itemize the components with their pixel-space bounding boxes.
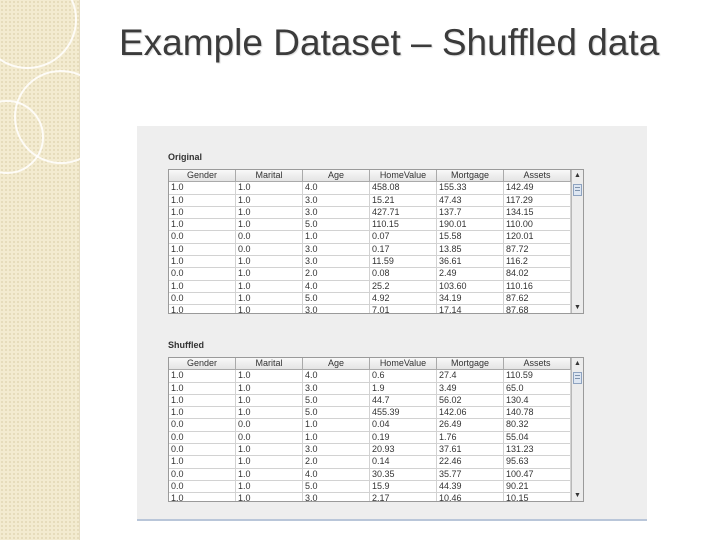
table-cell[interactable]: 2.49 bbox=[437, 268, 504, 280]
table-cell[interactable]: 3.0 bbox=[303, 207, 370, 219]
original-table-grid bbox=[169, 170, 583, 314]
table-cell[interactable]: 1.0 bbox=[236, 456, 303, 468]
table-cell[interactable]: 1.0 bbox=[236, 256, 303, 268]
table-cell[interactable]: 0.0 bbox=[236, 231, 303, 243]
table-cell[interactable]: 1.0 bbox=[169, 493, 236, 502]
table-cell[interactable]: 1.0 bbox=[236, 293, 303, 305]
table-cell[interactable]: 0.0 bbox=[169, 231, 236, 243]
table-cell[interactable]: 1.0 bbox=[236, 305, 303, 314]
table-cell[interactable]: 1.0 bbox=[169, 395, 236, 407]
table-cell[interactable]: 117.29 bbox=[504, 195, 571, 207]
table-cell[interactable]: 4.0 bbox=[303, 370, 370, 382]
table-cell[interactable]: 3.0 bbox=[303, 493, 370, 502]
table-cell[interactable]: 4.0 bbox=[303, 182, 370, 194]
shuffled-section-label: Shuffled bbox=[168, 340, 204, 350]
table-cell[interactable]: 110.59 bbox=[504, 370, 571, 382]
table-cell[interactable]: 0.0 bbox=[236, 419, 303, 431]
table-cell[interactable]: 3.0 bbox=[303, 244, 370, 256]
table-cell[interactable]: 1.0 bbox=[236, 268, 303, 280]
table-cell[interactable]: 4.0 bbox=[303, 469, 370, 481]
arrow-down-icon[interactable]: ▼ bbox=[574, 492, 581, 499]
table-cell[interactable]: 3.0 bbox=[303, 195, 370, 207]
table-cell[interactable]: 458.08 bbox=[370, 182, 437, 194]
table-cell[interactable]: 0.6 bbox=[370, 370, 437, 382]
table-cell[interactable]: 55.04 bbox=[504, 432, 571, 444]
table-cell[interactable]: 10.15 bbox=[504, 493, 571, 502]
column-header[interactable]: Mortgage bbox=[437, 358, 504, 370]
column-header[interactable]: Age bbox=[303, 358, 370, 370]
table-cell[interactable]: 87.72 bbox=[504, 244, 571, 256]
table-cell[interactable]: 110.00 bbox=[504, 219, 571, 231]
table-cell[interactable]: 44.7 bbox=[370, 395, 437, 407]
table-cell[interactable]: 22.46 bbox=[437, 456, 504, 468]
table-cell[interactable]: 0.08 bbox=[370, 268, 437, 280]
shuffled-table-scrollbar[interactable] bbox=[571, 358, 583, 501]
table-cell[interactable]: 1.0 bbox=[236, 469, 303, 481]
table-cell[interactable]: 1.0 bbox=[169, 244, 236, 256]
column-header[interactable]: HomeValue bbox=[370, 170, 437, 182]
table-cell[interactable]: 4.0 bbox=[303, 281, 370, 293]
table-cell[interactable]: 0.14 bbox=[370, 456, 437, 468]
table-cell[interactable]: 87.68 bbox=[504, 305, 571, 314]
table-cell[interactable]: 0.0 bbox=[169, 419, 236, 431]
table-cell[interactable]: 3.0 bbox=[303, 444, 370, 456]
table-cell[interactable]: 0.04 bbox=[370, 419, 437, 431]
decorative-side-strip bbox=[0, 0, 80, 540]
table-cell[interactable]: 3.49 bbox=[437, 383, 504, 395]
table-cell[interactable]: 1.0 bbox=[303, 231, 370, 243]
table-cell[interactable]: 2.17 bbox=[370, 493, 437, 502]
shuffled-table-grid bbox=[169, 358, 583, 502]
column-header[interactable]: HomeValue bbox=[370, 358, 437, 370]
table-cell[interactable]: 36.61 bbox=[437, 256, 504, 268]
table-cell[interactable]: 5.0 bbox=[303, 481, 370, 493]
table-cell[interactable]: 0.07 bbox=[370, 231, 437, 243]
table-cell[interactable]: 142.06 bbox=[437, 407, 504, 419]
column-header[interactable]: Age bbox=[303, 170, 370, 182]
table-cell[interactable]: 120.01 bbox=[504, 231, 571, 243]
shuffled-table[interactable] bbox=[168, 357, 584, 502]
table-cell[interactable]: 26.49 bbox=[437, 419, 504, 431]
original-table[interactable] bbox=[168, 169, 584, 314]
table-cell[interactable]: 137.7 bbox=[437, 207, 504, 219]
table-cell[interactable]: 3.0 bbox=[303, 256, 370, 268]
table-cell[interactable]: 1.0 bbox=[236, 395, 303, 407]
table-cell[interactable]: 1.0 bbox=[236, 207, 303, 219]
table-cell[interactable]: 56.02 bbox=[437, 395, 504, 407]
column-header[interactable]: Gender bbox=[169, 170, 236, 182]
table-cell[interactable]: 37.61 bbox=[437, 444, 504, 456]
scroll-thumb[interactable] bbox=[573, 372, 582, 384]
table-cell[interactable]: 110.15 bbox=[370, 219, 437, 231]
table-cell[interactable]: 10.46 bbox=[437, 493, 504, 502]
table-cell[interactable]: 116.2 bbox=[504, 256, 571, 268]
table-cell[interactable]: 17.14 bbox=[437, 305, 504, 314]
arrow-down-icon[interactable]: ▼ bbox=[574, 304, 581, 311]
table-cell[interactable]: 110.16 bbox=[504, 281, 571, 293]
table-cell[interactable]: 1.0 bbox=[303, 419, 370, 431]
arrow-up-icon[interactable]: ▲ bbox=[574, 172, 581, 179]
table-cell[interactable]: 1.0 bbox=[169, 370, 236, 382]
table-cell[interactable]: 1.0 bbox=[236, 493, 303, 502]
table-cell[interactable]: 1.0 bbox=[169, 256, 236, 268]
table-cell[interactable]: 1.0 bbox=[169, 407, 236, 419]
table-cell[interactable]: 455.39 bbox=[370, 407, 437, 419]
table-cell[interactable]: 90.21 bbox=[504, 481, 571, 493]
original-section-label: Original bbox=[168, 152, 203, 162]
table-cell[interactable]: 0.0 bbox=[169, 293, 236, 305]
table-cell[interactable]: 0.0 bbox=[169, 444, 236, 456]
table-cell[interactable]: 34.19 bbox=[437, 293, 504, 305]
table-cell[interactable]: 1.0 bbox=[169, 219, 236, 231]
table-cell[interactable]: 3.0 bbox=[303, 305, 370, 314]
column-header[interactable]: Mortgage bbox=[437, 170, 504, 182]
table-cell[interactable]: 0.0 bbox=[169, 481, 236, 493]
table-cell[interactable]: 140.78 bbox=[504, 407, 571, 419]
table-cell[interactable]: 0.0 bbox=[169, 268, 236, 280]
table-cell[interactable]: 5.0 bbox=[303, 407, 370, 419]
table-cell[interactable]: 15.9 bbox=[370, 481, 437, 493]
table-cell[interactable]: 1.0 bbox=[303, 432, 370, 444]
table-cell[interactable]: 1.0 bbox=[169, 383, 236, 395]
slide-title: Example Dataset – Shuffled data bbox=[119, 22, 660, 63]
table-cell[interactable]: 15.21 bbox=[370, 195, 437, 207]
table-cell[interactable]: 1.0 bbox=[169, 207, 236, 219]
table-cell[interactable]: 0.19 bbox=[370, 432, 437, 444]
table-cell[interactable]: 0.0 bbox=[236, 432, 303, 444]
table-cell[interactable]: 1.0 bbox=[169, 281, 236, 293]
table-cell[interactable]: 44.39 bbox=[437, 481, 504, 493]
table-cell[interactable]: 2.0 bbox=[303, 456, 370, 468]
table-cell[interactable]: 130.4 bbox=[504, 395, 571, 407]
original-table-scrollbar[interactable] bbox=[571, 170, 583, 313]
table-cell[interactable]: 5.0 bbox=[303, 293, 370, 305]
table-cell[interactable]: 5.0 bbox=[303, 219, 370, 231]
decorative-ring bbox=[0, 0, 77, 69]
table-cell[interactable]: 1.0 bbox=[169, 195, 236, 207]
table-cell[interactable]: 7.01 bbox=[370, 305, 437, 314]
table-cell[interactable]: 47.43 bbox=[437, 195, 504, 207]
column-header[interactable]: Assets bbox=[504, 170, 571, 182]
table-cell[interactable]: 0.17 bbox=[370, 244, 437, 256]
table-cell[interactable]: 1.0 bbox=[236, 219, 303, 231]
table-cell[interactable]: 0.0 bbox=[236, 244, 303, 256]
scroll-thumb[interactable] bbox=[573, 184, 582, 196]
table-cell[interactable]: 1.76 bbox=[437, 432, 504, 444]
table-cell[interactable]: 1.0 bbox=[236, 383, 303, 395]
table-cell[interactable]: 5.0 bbox=[303, 395, 370, 407]
table-cell[interactable]: 1.0 bbox=[236, 444, 303, 456]
table-cell[interactable]: 30.35 bbox=[370, 469, 437, 481]
table-cell[interactable]: 84.02 bbox=[504, 268, 571, 280]
table-cell[interactable]: 1.9 bbox=[370, 383, 437, 395]
table-cell[interactable]: 1.0 bbox=[169, 456, 236, 468]
table-cell[interactable]: 1.0 bbox=[236, 370, 303, 382]
table-cell[interactable]: 1.0 bbox=[169, 305, 236, 314]
table-cell[interactable]: 100.47 bbox=[504, 469, 571, 481]
table-cell[interactable]: 427.71 bbox=[370, 207, 437, 219]
table-cell[interactable]: 1.0 bbox=[236, 481, 303, 493]
table-cell[interactable]: 15.58 bbox=[437, 231, 504, 243]
table-cell[interactable]: 27.4 bbox=[437, 370, 504, 382]
column-header[interactable]: Marital bbox=[236, 170, 303, 182]
arrow-up-icon[interactable]: ▲ bbox=[574, 360, 581, 367]
table-cell[interactable]: 11.59 bbox=[370, 256, 437, 268]
table-cell[interactable]: 1.0 bbox=[236, 182, 303, 194]
table-cell[interactable]: 0.0 bbox=[169, 469, 236, 481]
table-cell[interactable]: 4.92 bbox=[370, 293, 437, 305]
table-cell[interactable]: 134.15 bbox=[504, 207, 571, 219]
table-cell[interactable]: 95.63 bbox=[504, 456, 571, 468]
table-cell[interactable]: 0.0 bbox=[169, 432, 236, 444]
table-cell[interactable]: 25.2 bbox=[370, 281, 437, 293]
table-cell[interactable]: 20.93 bbox=[370, 444, 437, 456]
application-panel bbox=[137, 126, 647, 521]
column-header[interactable]: Gender bbox=[169, 358, 236, 370]
table-cell[interactable]: 1.0 bbox=[236, 407, 303, 419]
table-cell[interactable]: 2.0 bbox=[303, 268, 370, 280]
table-cell[interactable]: 142.49 bbox=[504, 182, 571, 194]
table-cell[interactable]: 190.01 bbox=[437, 219, 504, 231]
column-header[interactable]: Assets bbox=[504, 358, 571, 370]
table-cell[interactable]: 13.85 bbox=[437, 244, 504, 256]
column-header[interactable]: Marital bbox=[236, 358, 303, 370]
table-cell[interactable]: 1.0 bbox=[236, 281, 303, 293]
table-cell[interactable]: 1.0 bbox=[169, 182, 236, 194]
table-cell[interactable]: 65.0 bbox=[504, 383, 571, 395]
table-cell[interactable]: 1.0 bbox=[236, 195, 303, 207]
table-cell[interactable]: 35.77 bbox=[437, 469, 504, 481]
table-cell[interactable]: 103.60 bbox=[437, 281, 504, 293]
table-cell[interactable]: 87.62 bbox=[504, 293, 571, 305]
table-cell[interactable]: 131.23 bbox=[504, 444, 571, 456]
table-cell[interactable]: 80.32 bbox=[504, 419, 571, 431]
table-cell[interactable]: 155.33 bbox=[437, 182, 504, 194]
table-cell[interactable]: 3.0 bbox=[303, 383, 370, 395]
